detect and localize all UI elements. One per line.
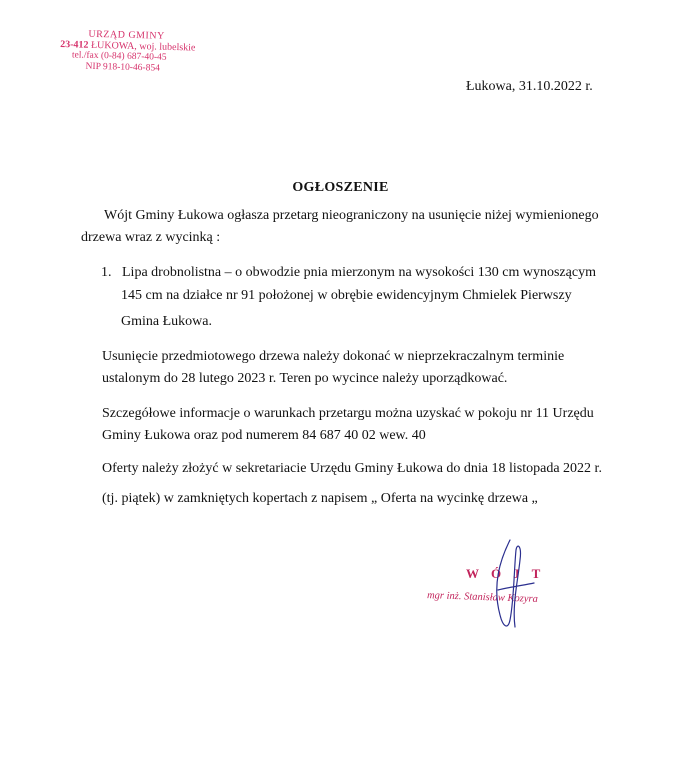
signature-title: WÓJT — [466, 566, 553, 581]
info-paragraph-line-1: Szczegółowe informacje o warunkach przetargu można uzyskać w pokoju nr 11 Urzędu — [102, 406, 594, 421]
deadline-paragraph-line-2: ustalonym do 28 lutego 2023 r. Teren po wycince należy uporządkować. — [102, 371, 508, 386]
list-item-1-line-1: 1. Lipa drobnolistna – o obwodzie pnia mierzonym na wysokości 130 cm wynoszącym — [101, 265, 596, 280]
stamp-line-office: URZĄD GMINY — [88, 28, 165, 42]
signature-name: mgr inż. Stanisław Kozyra — [426, 590, 539, 605]
office-stamp — [55, 28, 216, 76]
list-item-1-line-3: Gmina Łukowa. — [121, 314, 212, 329]
offers-paragraph-line-1: Oferty należy złożyć w sekretariacie Urzędu Gminy Łukowa do dnia 18 listopada 2022 r. — [102, 461, 602, 476]
list-item-1-line-2: 145 cm na działce nr 91 położonej w obrębie ewidencyjnym Chmielek Pierwszy — [121, 288, 572, 303]
handwritten-signature — [470, 535, 540, 635]
stamp-postal-code: 23-412 — [60, 39, 89, 51]
intro-line-1: Wójt Gminy Łukowa ogłasza przetarg nieograniczony na usunięcie niżej wymienionego — [104, 208, 599, 223]
intro-line-2: drzewa wraz z wycinką : — [81, 230, 221, 245]
deadline-paragraph-line-1: Usunięcie przedmiotowego drzewa należy dokonać w nieprzekraczalnym terminie — [102, 349, 565, 364]
stamp-line-phone: tel./fax (0-84) 687-40-45 — [71, 50, 167, 63]
stamp-line-nip: NIP 918-10-46-854 — [85, 61, 161, 74]
document-date: Łukowa, 31.10.2022 r. — [466, 79, 593, 94]
stamp-address-text: ŁUKOWA, woj. lubelskie — [88, 39, 196, 54]
document-title: OGŁOSZENIE — [292, 180, 389, 195]
info-paragraph-line-2: Gminy Łukowa oraz pod numerem 84 687 40 02 wew. 40 — [102, 428, 426, 443]
offers-paragraph-line-2: (tj. piątek) w zamkniętych kopertach z napisem „ Oferta na wycinkę drzewa „ — [102, 491, 538, 506]
